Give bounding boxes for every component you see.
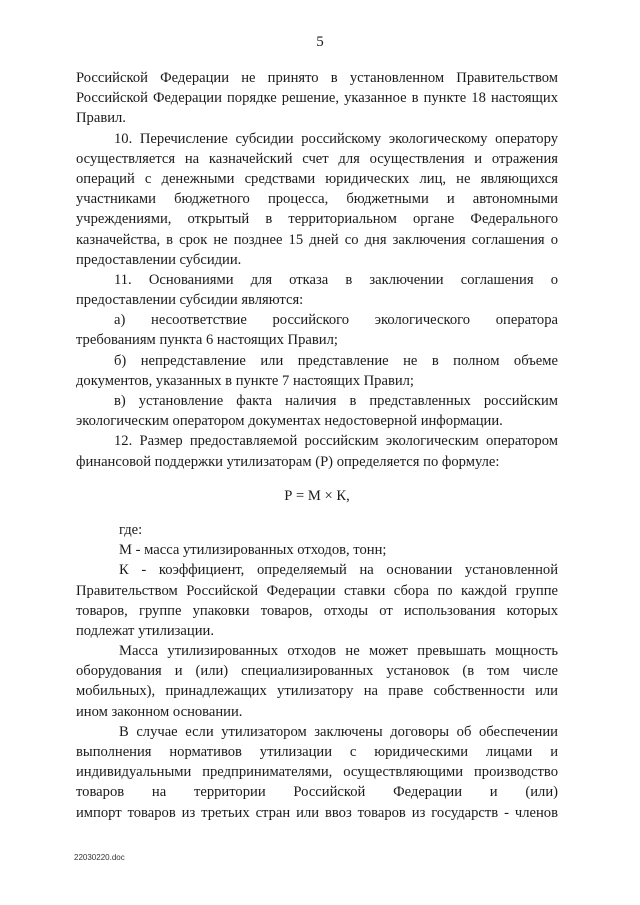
document-body xyxy=(76,68,558,823)
paragraph xyxy=(76,68,558,129)
document-code: 22030220.doc xyxy=(74,853,125,862)
paragraph xyxy=(76,722,558,823)
text-line: документов, указанных в пункте 7 настоящих Правил; xyxy=(76,372,414,389)
text-line: В случае если утилизатором заключены договоры об обеспечении xyxy=(119,723,558,740)
text-line: мобильных), принадлежащих утилизатору на праве собственности или xyxy=(76,683,558,700)
text-line: осуществляется на казначейский счет для осуществления и отражения xyxy=(76,150,558,167)
text-line: б) непредставление или представление не в полном объеме xyxy=(114,352,558,369)
text-line: а) несоответствие российского экологического оператора xyxy=(114,312,558,329)
text-line: Российской Федерации не принято в установленном Правительством xyxy=(76,70,558,86)
text-line: Правил. xyxy=(76,110,126,127)
paragraph xyxy=(76,560,558,641)
paragraph xyxy=(76,391,558,431)
paragraph xyxy=(76,129,558,270)
text-line: участниками бюджетного процесса, бюджетными и автономными xyxy=(76,191,558,208)
text-line: учреждениями, открытый в территориальном органе Федерального xyxy=(76,211,558,228)
text-line: предоставлении субсидии. xyxy=(76,251,242,268)
text-line: в) установление факта наличия в представленных российским xyxy=(114,393,558,409)
text-line: К - коэффициент, определяемый на основании установленной xyxy=(119,562,558,579)
paragraph xyxy=(76,431,558,471)
text-line: оборудования и (или) специализированных установок (в том числе xyxy=(76,663,558,680)
text-line: требованиям пункта 6 настоящих Правил; xyxy=(76,332,338,349)
text-line: финансовой поддержки утилизаторам (Р) определяется по формуле: xyxy=(76,453,500,470)
text-line: предоставлении субсидии являются: xyxy=(76,292,304,309)
text-line: Масса утилизированных отходов не может превышать мощность xyxy=(119,643,558,660)
text-line: индивидуальными предпринимателями, осуществляющими производство xyxy=(76,764,558,781)
text-line: операций с денежными средствами юридических лиц, не являющихся xyxy=(76,170,558,187)
formula: Р = М × К, xyxy=(284,487,350,504)
text-line: выполнения нормативов утилизации с юридическими лицами и xyxy=(76,744,558,760)
text-line: Правительством Российской Федерации ставки сбора по каждой группе xyxy=(76,582,558,599)
paragraph xyxy=(76,351,558,391)
text-line: Российской Федерации порядке решение, указанное в пункте 18 настоящих xyxy=(76,90,558,107)
text-line: товаров, группе упаковки товаров, отходы от использования которых xyxy=(76,602,558,619)
text-line: импорт товаров из третьих стран или ввоз товаров из государств - членов xyxy=(76,804,558,821)
text-line: М - масса утилизированных отходов, тонн; xyxy=(119,542,387,559)
text-line: 11. Основаниями для отказа в заключении соглашения о xyxy=(114,271,558,288)
page-number: 5 xyxy=(316,34,324,50)
text-line: 12. Размер предоставляемой российским экологическим оператором xyxy=(114,433,558,450)
paragraph xyxy=(76,270,558,310)
text-line: казначейства, в срок не позднее 15 дней со дня заключения соглашения о xyxy=(76,231,558,248)
paragraph xyxy=(76,540,558,560)
text-line: товаров на территории Российской Федерации и (или) xyxy=(76,784,558,801)
paragraph xyxy=(76,310,558,350)
text-line: подлежат утилизации. xyxy=(76,622,214,639)
text-line: ином законном основании. xyxy=(76,703,243,720)
text-line: 10. Перечисление субсидии российскому экологическому оператору xyxy=(114,130,558,147)
where-label: где: xyxy=(119,521,143,538)
paragraph xyxy=(76,641,558,722)
text-line: экологическим оператором документах недостоверной информации. xyxy=(76,413,503,430)
